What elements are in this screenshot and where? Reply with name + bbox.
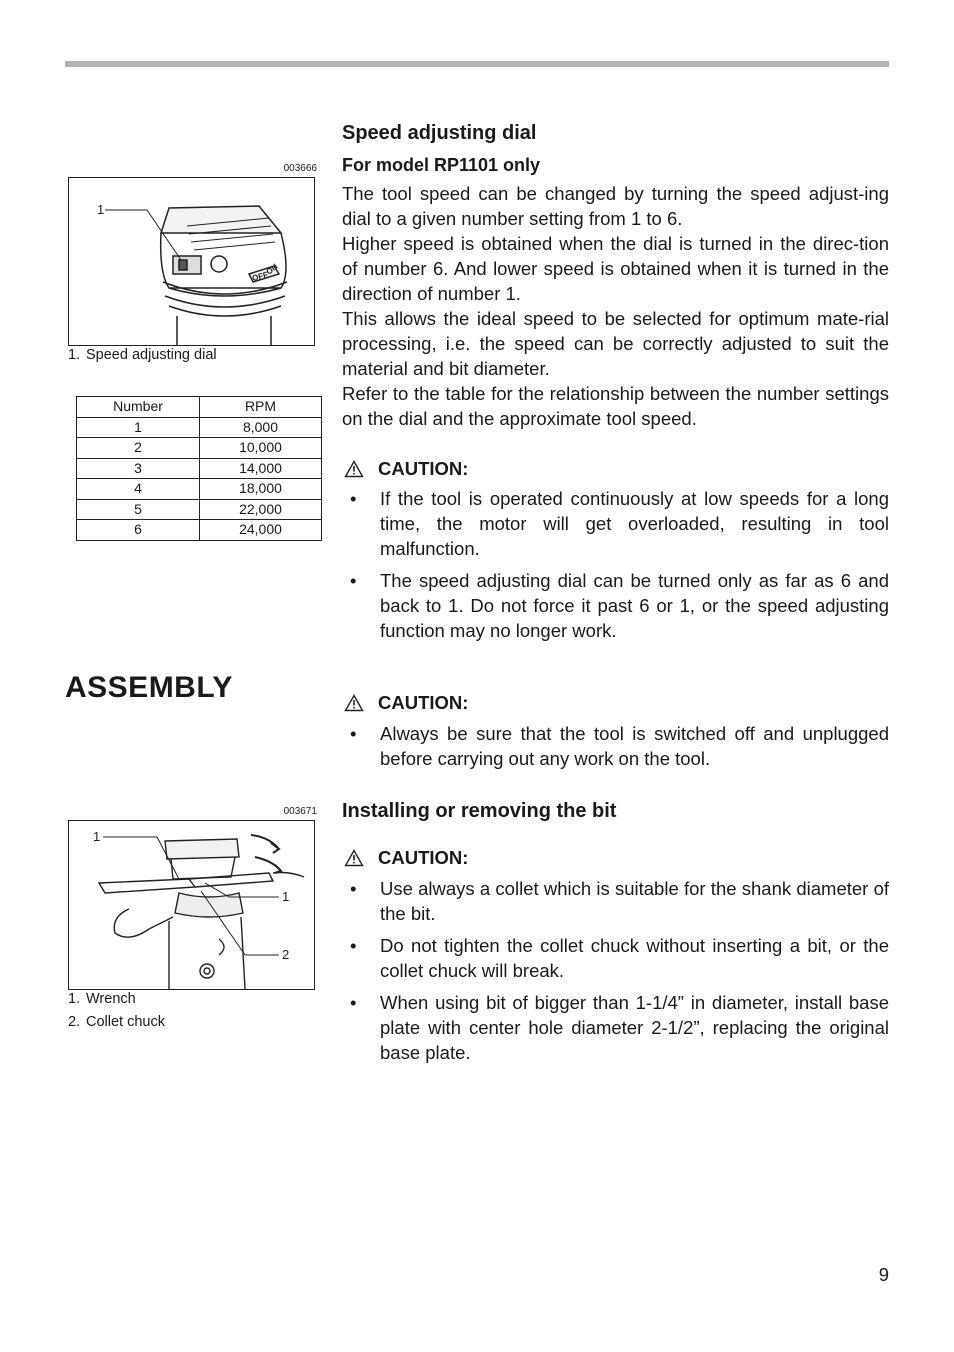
column-header-rpm: RPM — [200, 397, 322, 418]
callout-1: 1 — [282, 889, 290, 904]
paragraph: This allows the ideal speed to be selected for optimum mate-rial processing, i.e. the speed can be correctly adjusted to suit the material and bit diameter. — [342, 308, 889, 379]
figure-caption: 1. Speed adjusting dial — [68, 347, 217, 363]
list-item: • Use always a collet which is suitable for the shank diameter of the bit. — [350, 878, 889, 924]
assembly-heading: ASSEMBLY — [65, 671, 233, 704]
warning-triangle-icon — [344, 849, 364, 867]
dial-off-marking: OFF — [251, 270, 269, 283]
table-row: 3 14,000 — [77, 458, 322, 479]
table-row: 6 24,000 — [77, 520, 322, 541]
table-header-row — [77, 397, 322, 418]
caution-list — [342, 721, 889, 778]
table-row: 1 8,000 — [77, 417, 322, 438]
list-item: • Always be sure that the tool is switched off and unplugged before carrying out any work on the tool. — [350, 723, 889, 769]
page-number: 9 — [878, 1264, 889, 1285]
figure-code: 003671 — [283, 806, 317, 817]
speed-dial-section — [342, 122, 889, 431]
list-item: • If the tool is operated continuously at low speeds for a long time, the motor will get overloaded, resulting in tool malfunction. — [350, 488, 889, 559]
wrench-illustration — [69, 821, 314, 989]
wrench-figure — [68, 820, 315, 990]
paragraph: Refer to the table for the relationship between the number settings on the dial and the approximate tool speed. — [342, 383, 889, 429]
dial-on-marking: ON — [264, 261, 280, 277]
header-rule — [65, 61, 889, 67]
list-item: • Do not tighten the collet chuck without inserting a bit, or the collet chuck will break. — [350, 935, 889, 981]
callout-2: 2 — [282, 947, 290, 962]
caution-list — [342, 486, 889, 650]
callout-1: 1 — [97, 202, 105, 217]
table-row: 4 18,000 — [77, 479, 322, 500]
figure-captions — [68, 988, 165, 1034]
list-item: • When using bit of bigger than 1-1/4” in diameter, install base plate with center hole diameter 2-1/2”, replacing the original base plate. — [350, 992, 889, 1063]
section-title: Speed adjusting dial — [342, 122, 537, 144]
warning-triangle-icon — [344, 460, 364, 478]
warning-triangle-icon — [344, 694, 364, 712]
paragraph: The tool speed can be changed by turning the speed adjust-ing dial to a given number setting from 1 to 6. — [342, 183, 889, 229]
table-row: 2 10,000 — [77, 438, 322, 459]
caution-list — [342, 876, 889, 1072]
figure-code: 003666 — [283, 163, 317, 174]
rpm-table — [76, 396, 322, 541]
model-note: For model RP1101 only — [342, 155, 541, 175]
caption-collet-chuck: 2. Collet chuck — [68, 1014, 165, 1030]
caution-heading: CAUTION: — [344, 847, 468, 869]
body-text — [342, 181, 889, 431]
speed-dial-illustration — [69, 178, 314, 345]
callout-1: 1 — [93, 829, 101, 844]
dial-figure — [68, 177, 315, 346]
section-title: Installing or removing the bit — [342, 800, 617, 822]
table-row: 5 22,000 — [77, 499, 322, 520]
paragraph: Higher speed is obtained when the dial is turned in the direc-tion of number 6. And lower speed is obtained when it is turned in the direction of number 1. — [342, 233, 889, 304]
list-item: • The speed adjusting dial can be turned only as far as 6 and back to 1. Do not force it past 6 or 1, or the speed adjusting function may no longer work. — [350, 570, 889, 641]
caption-wrench: 1. Wrench — [68, 991, 136, 1007]
caution-heading: CAUTION: — [344, 692, 468, 714]
caution-heading: CAUTION: — [344, 458, 468, 480]
column-header-number: Number — [77, 397, 200, 418]
